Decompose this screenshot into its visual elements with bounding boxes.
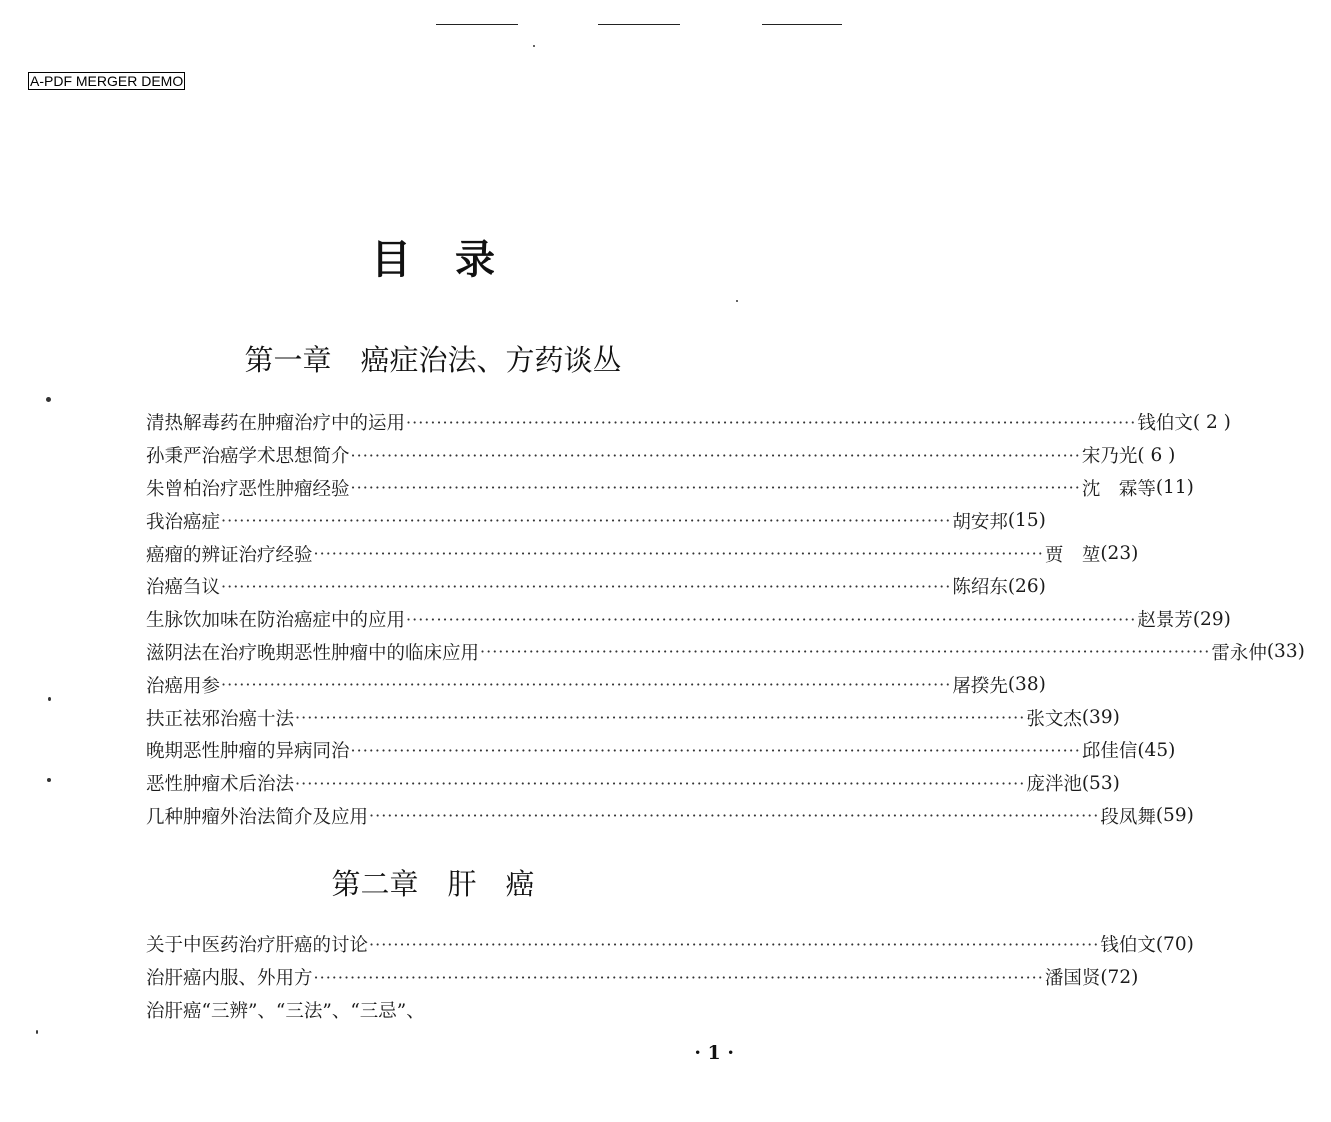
toc-entry[interactable]	[146, 504, 1046, 537]
toc-entry-title: 癌瘤的辨证治疗经验	[146, 544, 313, 566]
chapter-2-heading: 第二章 肝 癌	[331, 867, 535, 901]
toc-leader: ························································································································	[295, 773, 1026, 793]
toc-leader: ························································································································	[295, 708, 1026, 728]
scan-speck	[46, 397, 51, 402]
toc-leader: ························································································································	[406, 412, 1137, 432]
toc-entry[interactable]	[146, 406, 1231, 439]
toc-entry-title: 我治癌症	[146, 511, 221, 533]
toc-leader: ························································································································	[350, 445, 1081, 465]
toc-entry-author: 钱伯文	[1100, 935, 1156, 957]
toc-entry-author: 屠揆先	[952, 675, 1008, 697]
toc-entry[interactable]	[146, 603, 1231, 636]
toc-entry-page: ( 6 )	[1137, 444, 1176, 466]
toc-entry-partial[interactable]	[146, 994, 752, 1027]
toc-entry-page: (11)	[1155, 477, 1194, 499]
toc-entry-author: 张文杰	[1026, 708, 1082, 730]
toc-entry-author: 赵景芳	[1137, 610, 1193, 632]
scan-speck	[48, 697, 51, 701]
scan-speck	[736, 300, 738, 302]
chapter-2-toc	[146, 928, 1194, 1026]
toc-leader: ························································································································	[350, 740, 1081, 760]
toc-entry-author: 陈绍东	[952, 577, 1008, 599]
chapter-1-toc	[146, 406, 1305, 832]
toc-entry-page: (33)	[1266, 641, 1305, 663]
toc-entry-title: 关于中医药治疗肝癌的讨论	[146, 935, 369, 957]
toc-leader: ························································································································	[313, 544, 1044, 564]
toc-entry-page: (59)	[1155, 805, 1194, 827]
toc-entry[interactable]	[146, 636, 1305, 669]
toc-entry-title: 朱曾柏治疗恶性肿瘤经验	[146, 478, 350, 500]
toc-entry-page: (70)	[1155, 933, 1194, 955]
page-number: · 1 ·	[694, 1042, 734, 1064]
toc-entry-page: (45)	[1137, 739, 1176, 761]
toc-entry-title: 晚期恶性肿瘤的异病同治	[146, 741, 350, 763]
toc-entry[interactable]	[146, 439, 1176, 472]
toc-entry-author: 钱伯文	[1137, 413, 1193, 435]
scan-speck	[533, 45, 535, 47]
toc-leader: ························································································································	[480, 642, 1211, 662]
toc-entry-author: 雷永仲	[1211, 642, 1267, 664]
toc-entry-author: 庞泮池	[1026, 774, 1082, 796]
toc-entry-page: (38)	[1007, 674, 1046, 696]
toc-entry[interactable]	[146, 701, 1120, 734]
toc-leader: ························································································································	[369, 934, 1100, 954]
toc-entry-page: (39)	[1081, 707, 1120, 729]
toc-entry-page: (23)	[1100, 543, 1139, 565]
toc-entry-title: 几种肿瘤外治法简介及应用	[146, 806, 369, 828]
toc-entry-page: (53)	[1081, 772, 1120, 794]
toc-entry-page: ( 2 )	[1192, 411, 1231, 433]
top-rule-1	[436, 24, 518, 25]
toc-entry-page: (26)	[1007, 575, 1046, 597]
page-title: 目录	[371, 236, 539, 283]
toc-leader: ························································································································	[221, 675, 952, 695]
toc-entry-author: 宋乃光	[1081, 446, 1138, 468]
watermark-label: A-PDF MERGER DEMO	[30, 73, 184, 89]
toc-entry-title: 恶性肿瘤术后治法	[146, 774, 295, 796]
toc-leader: ························································································································	[350, 478, 1081, 498]
toc-entry-title: 治肝癌内服、外用方	[146, 968, 313, 990]
top-rule-2	[598, 24, 680, 25]
scan-speck	[47, 778, 51, 782]
top-rule-3	[762, 24, 842, 25]
toc-entry-title: 孙秉严治癌学术思想简介	[146, 446, 350, 468]
toc-entry[interactable]	[146, 961, 1139, 994]
toc-leader: ························································································································	[313, 967, 1044, 987]
toc-entry-title: 治癌用参	[146, 675, 221, 697]
toc-entry-title: 扶正祛邪治癌十法	[146, 708, 295, 730]
toc-entry-author: 潘国贤	[1044, 968, 1101, 990]
toc-leader: ························································································································	[221, 511, 952, 531]
toc-entry-author: 段凤舞	[1100, 806, 1156, 828]
toc-entry[interactable]	[146, 928, 1194, 961]
toc-entry-page: (72)	[1100, 966, 1139, 988]
toc-entry-author: 邱佳信	[1081, 741, 1138, 763]
toc-entry[interactable]	[146, 767, 1120, 800]
toc-entry-page: (29)	[1192, 608, 1231, 630]
toc-entry-author: 胡安邦	[952, 511, 1008, 533]
toc-entry-title: 治肝癌“三辨”、“三法”、“三忌”、	[146, 1000, 425, 1022]
toc-entry-title: 清热解毒药在肿瘤治疗中的运用	[146, 413, 406, 435]
toc-entry-author: 贾 堃	[1044, 544, 1101, 566]
toc-entry[interactable]	[146, 800, 1194, 833]
chapter-1-heading: 第一章 癌症治法、方药谈丛	[244, 343, 622, 377]
scan-speck	[36, 1030, 38, 1034]
toc-leader: ························································································································	[369, 806, 1100, 826]
toc-entry[interactable]	[146, 734, 1176, 767]
toc-entry-title: 治癌刍议	[146, 577, 221, 599]
toc-entry-author: 沈 霖等	[1081, 478, 1156, 500]
toc-leader: ························································································································	[406, 609, 1137, 629]
toc-entry[interactable]	[146, 668, 1046, 701]
toc-entry-title: 滋阴法在治疗晚期恶性肿瘤中的临床应用	[146, 642, 480, 664]
toc-leader: ························································································································	[221, 576, 952, 596]
toc-entry-title: 生脉饮加味在防治癌症中的应用	[146, 610, 406, 632]
toc-entry-page: (15)	[1007, 510, 1046, 532]
toc-entry[interactable]	[146, 570, 1046, 603]
toc-entry[interactable]	[146, 472, 1194, 505]
toc-entry[interactable]	[146, 537, 1139, 570]
